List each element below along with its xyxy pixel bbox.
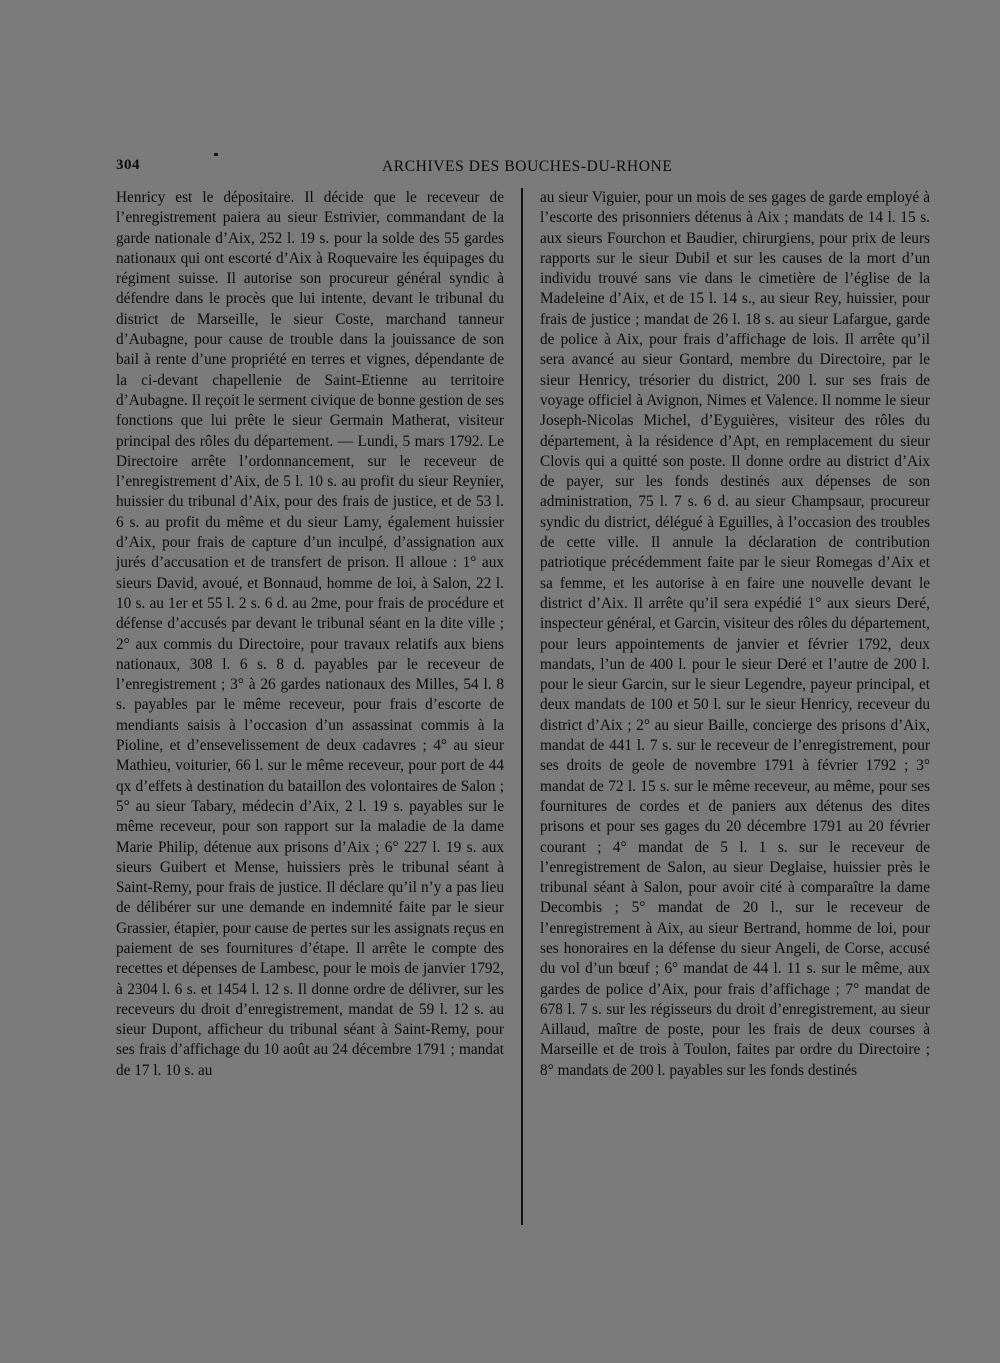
right-column-text: au sieur Viguier, pour un mois de ses gages de garde employé à l’escorte des prisonniers détenus à Aix ; mandats de 14 l. 15 s. aux sieurs Fourchon et Baudier, chirurgiens, pour prix de leurs rapports sur le sieur Dubil et sur les causes de la mort d’un individu trouvé sans vie dans le cimetière de l’église de la Madeleine d’Aix, et de 15 l. 14 s., au sieur Rey, huissier, pour frais de justice ; mandat de 26 l. 18 s. au sieur Lafargue, garde de police à Aix, pour frais d’affichage de lois. Il arrête qu’il sera avancé au sieur Gontard, membre du Directoire, par le sieur Henricy, trésorier du district, 200 l. sur ses frais de voyage officiel à Avignon, Nimes et Valence. Il nomme le sieur Joseph-Nicolas Michel, d’Eyguières, visiteur des rôles du département, à la résidence d’Apt, en remplacement du sieur Clovis qui a quitté son poste. Il donne ordre au district d’Aix de payer, sur les fonds destinés aux dépenses de son administration, 75 l. 7 s. 6 d. au sieur Champsaur, procureur syndic du district, délégué à Eguilles, à l’occasion des troubles de cette ville. Il annule la déclaration de contribution patriotique précédemment faite par le sieur Romegas d’Aix et sa femme, et les autorise à en faire une nouvelle devant le district d’Aix. Il arrête qu’il sera expédié 1° aux sieurs Deré, inspecteur général, et Garcin, visiteur des rôles du département, pour leurs appointements de janvier et février 1792, deux mandats, l’un de 400 l. pour le sieur Deré et l’autre de 200 l. pour le sieur Garcin, sur le sieur Legendre, payeur principal, et deux mandats de 100 et 50 l. sur le sieur Henricy, receveur du district d’Aix ; 2° au sieur Baille, concierge des prisons d’Aix, mandat de 441 l. 7 s. sur le receveur de l’enregistrement, pour ses droits de geole de novembre 1791 à février 1792 ; 3° mandat de 72 l. 15 s. sur le même receveur, au même, pour ses fournitures de cordes et de paniers aux détenus des dites prisons et pour ses gages du 20 décembre 1791 au 20 février courant ; 4° mandat de 5 l. 1 s. sur le receveur de l’enregistrement de Salon, au sieur Deglaise, huissier près le tribunal séant à Salon, pour avoir cité à comparaître la dame Decombis ; 5° mandat de 20 l., sur le receveur de l’enregistrement à Aix, au sieur Bertrand, homme de loi, pour ses honoraires en la défense du sieur Angeli, de Corse, accusé du vol d’un bœuf ; 6° mandat de 44 l. 11 s. sur le même, aux gardes de police d’Aix, pour frais d’affichage ; 7° mandat de 678 l. 7 s. sur les régisseurs du droit d’enregistrement, au sieur Aillaud, maître de poste, pour les frais de deux courses à Marseille et de trois à Toulon, faites par ordre du Directoire ; 8° mandats de 200 l. payables sur les fonds destinés bbox=[540, 189, 930, 1079]
running-title: ARCHIVES DES BOUCHES-DU-RHONE bbox=[382, 158, 673, 175]
print-speck bbox=[214, 153, 218, 156]
column-divider bbox=[521, 188, 523, 1225]
left-column bbox=[116, 188, 504, 1081]
page-number: 304 bbox=[116, 157, 140, 173]
left-column-text: Henricy est le dépositaire. Il décide que le receveur de l’enregistrement paiera au sieur Estrivier, commandant de la garde nationale d’Aix, 252 l. 19 s. pour la solde des 55 gardes nationaux qui ont escorté d’Aix à Roquevaire les équipages du régiment suisse. Il autorise son procureur général syndic à défendre dans le procès que lui intente, devant le tribunal du district de Marseille, le sieur Coste, marchand tanneur d’Aubagne, pour cause de trouble dans la jouissance de son bail à rente d’une propriété en terres et vignes, dépendante de la ci-devant chapellenie de Saint-Etienne au territoire d’Aubagne. Il reçoit le serment civique de bonne gestion de ses fonctions que lui prête le sieur Germain Matherat, visiteur principal des rôles du département. — Lundi, 5 mars 1792. Le Directoire arrête l’ordonnancement, sur le receveur de l’enregistrement d’Aix, de 5 l. 10 s. au profit du sieur Reynier, huissier du tribunal d’Aix, pour des frais de justice, et de 53 l. 6 s. au profit du même et du sieur Lamy, également huissier d’Aix, pour frais de capture d’un inculpé, d’assignation aux jurés d’accusation et de transfert de prison. Il alloue : 1° aux sieurs David, avoué, et Bonnaud, homme de loi, à Salon, 22 l. 10 s. au 1er et 55 l. 2 s. 6 d. au 2me, pour frais de procédure et défense d’accusés par devant le tribunal séant en la dite ville ; 2° aux commis du Directoire, pour travaux relatifs aux biens nationaux, 308 l. 6 s. 8 d. payables par le receveur de l’enregistrement ; 3° à 26 gardes nationaux des Milles, 54 l. 8 s. payables par le même receveur, pour frais d’escorte de mendiants saisis à l’occasion d’un assassinat commis à la Pioline, et d’ensevelissement de deux cadavres ; 4° au sieur Mathieu, voiturier, 66 l. sur le même receveur, pour port de 44 qx d’effets à destination du bataillon des volontaires de Salon ; 5° au sieur Tabary, médecin d’Aix, 2 l. 19 s. payables sur le même receveur, pour son rapport sur la maladie de la dame Marie Philip, détenue aux prisons d’Aix ; 6° 227 l. 19 s. aux sieurs Guibert et Mense, huissiers près le tribunal séant à Saint-Remy, pour frais de justice. Il déclare qu’il n’y a pas lieu de délibérer sur une demande en indemnité faite par le sieur Grassier, étapier, pour cause de pertes sur les assignats reçus en paiement de ses fournitures d’étape. Il arrête le compte des recettes et dépenses de Lambesc, pour le mois de janvier 1792, à 2304 l. 6 s. et 1454 l. 12 s. Il donne ordre de délivrer, sur les receveurs du droit d’enregistrement, mandat de 59 l. 12 s. au sieur Dupont, afficheur du tribunal séant à Saint-Remy, pour ses frais d’affichage du 10 août au 24 décembre 1791 ; mandat de 17 l. 10 s. au bbox=[116, 189, 504, 1079]
right-column bbox=[540, 188, 930, 1081]
